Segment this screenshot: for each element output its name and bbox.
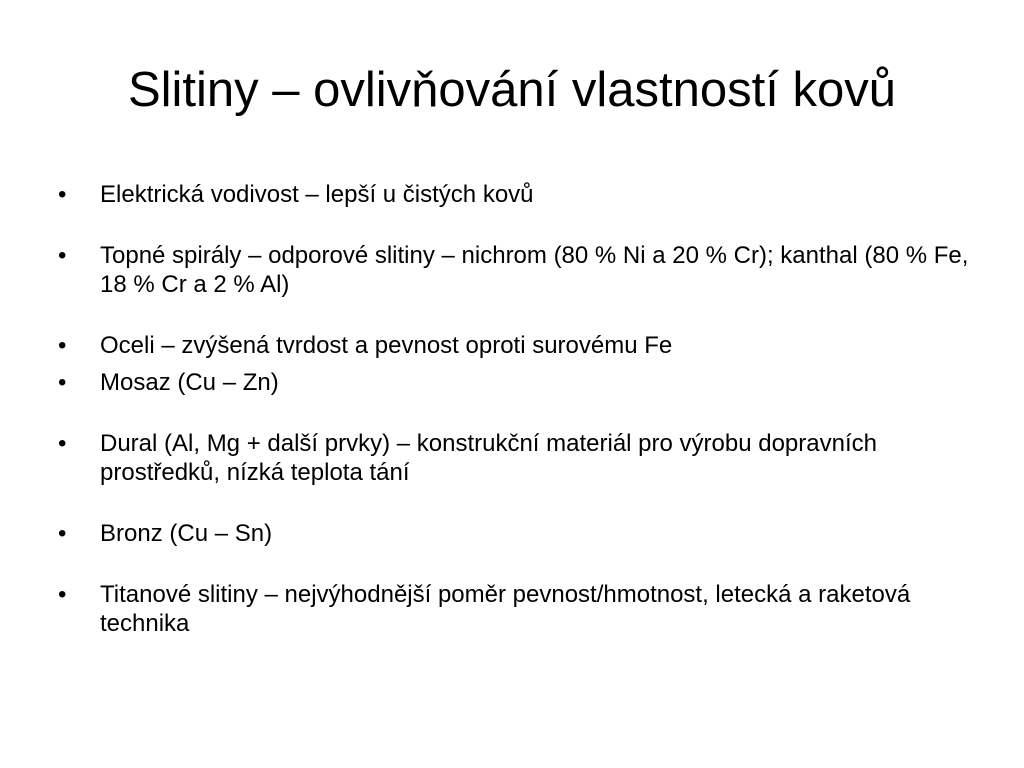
bullet-item-duralumin <box>58 429 978 487</box>
bullet-item-electrical-conductivity <box>58 180 978 209</box>
bullet-text: Mosaz (Cu – Zn) <box>100 369 279 396</box>
bullet-icon: • <box>58 181 67 208</box>
bullet-text: Topné spirály – odporové slitiny – nichrom (80 % Ni a 20 % Cr); kanthal (80 % Fe, 18 % Cr a 2 % Al) <box>100 242 969 298</box>
slide-title: Slitiny – ovlivňování vlastností kovů <box>127 63 897 117</box>
bullet-icon: • <box>58 332 67 359</box>
bullet-text: Titanové slitiny – nejvýhodnější poměr pevnost/hmotnost, letecká a raketová technika <box>100 581 911 637</box>
bullet-item-brass <box>58 368 978 397</box>
bullet-icon: • <box>58 430 67 457</box>
bullet-text: Bronz (Cu – Sn) <box>100 520 273 547</box>
bullet-icon: • <box>58 581 67 608</box>
bullet-item-steel <box>58 331 978 360</box>
bullet-icon: • <box>58 520 67 547</box>
bullet-item-bronze <box>58 519 978 548</box>
bullet-item-heating-spirals <box>58 241 978 299</box>
bullet-icon: • <box>58 242 67 269</box>
bullet-text: Dural (Al, Mg + další prvky) – konstrukční materiál pro výrobu dopravních prostředků, nízká teplota tání <box>100 430 877 486</box>
bullet-icon: • <box>58 369 67 396</box>
bullet-list <box>58 180 978 638</box>
bullet-text: Elektrická vodivost – lepší u čistých kovů <box>100 181 534 208</box>
bullet-text: Oceli – zvýšená tvrdost a pevnost oproti surovému Fe <box>100 332 673 359</box>
bullet-item-titanium-alloys <box>58 580 978 638</box>
